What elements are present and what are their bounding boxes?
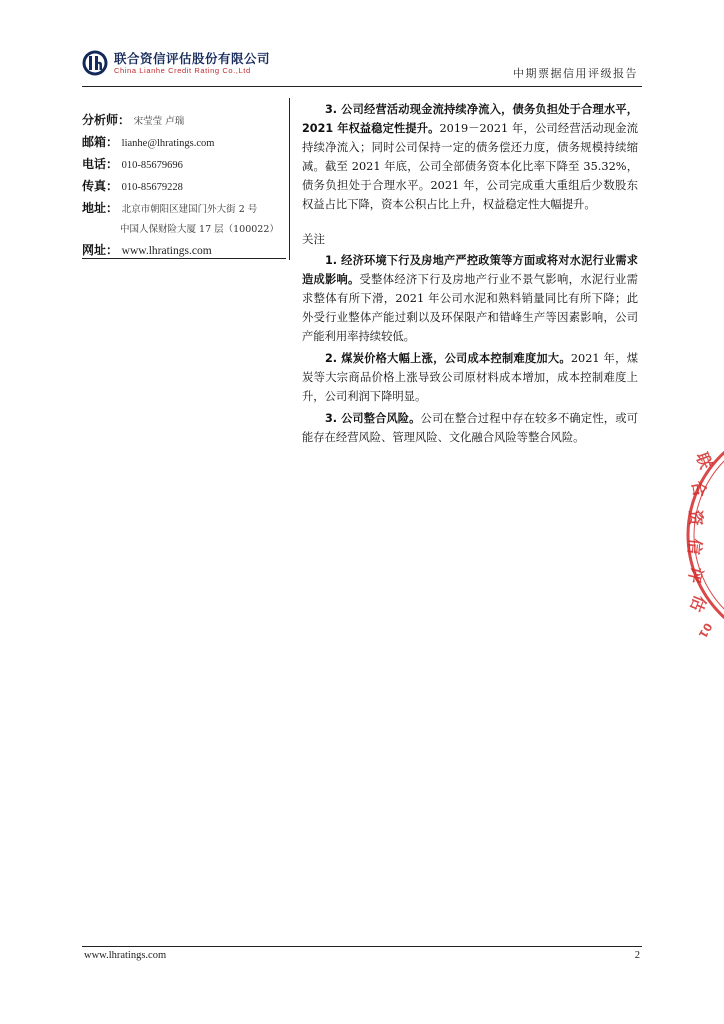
report-type: 中期票据信用评级报告 (513, 67, 638, 80)
website-value[interactable]: www.lhratings.com (121, 245, 212, 257)
email-row (82, 132, 294, 154)
concern-paragraph-2 (302, 349, 638, 406)
concern-paragraph-3 (302, 409, 638, 447)
strength-3-body: 2019－2021 年，公司经营活动现金流持续净流入；同时公司保持一定的债务偿还力度，债务规模持续缩减。截至 2021 年底，公司全部债务资本化比率下降至 35.32%，债务负担处于合理水平。2021 年，公司完成重大重组后少数股东权益占比下降，资本公积占比上升，权益稳定性大幅提升。 (302, 122, 638, 211)
concern-1-body: 受整体经济下行及房地产行业不景气影响，水泥行业需求整体有所下滑，2021 年公司水泥和熟料销量同比有所下降；此外受行业整体产能过剩以及环保限产和错峰生产等因素影响，公司产能利用率持续较低。 (302, 273, 638, 343)
phone-value: 010-85679696 (121, 160, 183, 171)
company-name-cn: 联合资信评估股份有限公司 (114, 51, 271, 66)
svg-text:评: 评 (684, 565, 707, 586)
svg-text:资: 资 (686, 509, 706, 527)
concern-paragraph-1 (302, 251, 638, 346)
concern-2-body: 2021 年，煤炭等大宗商品价格上涨导致公司原材料成本增加，成本控制难度上升，公司利润下降明显。 (302, 352, 638, 403)
main-content (302, 100, 638, 447)
fax-label: 传真： (82, 179, 119, 193)
svg-text:联: 联 (692, 449, 716, 472)
column-divider (289, 98, 290, 260)
strength-paragraph-3 (302, 100, 638, 214)
contact-panel (82, 110, 294, 261)
analyst-row (82, 110, 294, 132)
footer-divider (82, 946, 642, 947)
seal-icon (682, 410, 724, 660)
lh-logo-icon (82, 50, 108, 76)
company-seal-stamp (682, 410, 724, 660)
contact-divider (82, 258, 286, 259)
website-label: 网址： (82, 243, 119, 257)
svg-text:信: 信 (684, 537, 705, 556)
svg-text:合: 合 (688, 479, 710, 499)
analyst-value: 宋莹莹 卢瑞 (133, 116, 185, 127)
email-value[interactable]: lianhe@lhratings.com (121, 138, 215, 149)
email-label: 邮箱： (82, 135, 119, 149)
svg-text:估: 估 (686, 592, 710, 615)
address-row (82, 198, 294, 220)
page-number: 2 (634, 950, 640, 961)
company-name-en: China Lianhe Credit Rating Co.,Ltd (114, 66, 251, 75)
concerns-heading: 关注 (302, 232, 325, 246)
header-divider (82, 86, 642, 87)
address-line-2: 中国人保财险大厦 17 层（100022） (120, 224, 279, 235)
fax-value: 010-85679228 (121, 182, 183, 193)
phone-row (82, 154, 294, 176)
address-label: 地址： (82, 201, 119, 215)
concern-1-heading: 1. 经济环境下行及房地产严控政策等方面或将对水泥行业需求造成影响。 (302, 254, 638, 286)
phone-label: 电话： (82, 157, 119, 171)
concern-3-heading: 3. 公司整合风险。 (325, 412, 421, 425)
strength-3-heading: 3. 公司经营活动现金流持续净流入，债务负担处于合理水平，2021 年权益稳定性提升。 (302, 103, 638, 135)
concern-3-body: 公司在整合过程中存在较多不确定性，或可能存在经营风险、管理风险、文化融合风险等整合风险。 (302, 412, 638, 444)
footer-website[interactable]: www.lhratings.com (84, 950, 167, 961)
svg-text:01: 01 (695, 620, 715, 641)
fax-row (82, 176, 294, 198)
concern-2-heading: 2. 煤炭价格大幅上涨，公司成本控制难度加大。 (325, 352, 571, 365)
analyst-label: 分析师： (82, 113, 131, 127)
address-line-1: 北京市朝阳区建国门外大街 2 号 (121, 204, 258, 215)
page-header (82, 46, 642, 86)
